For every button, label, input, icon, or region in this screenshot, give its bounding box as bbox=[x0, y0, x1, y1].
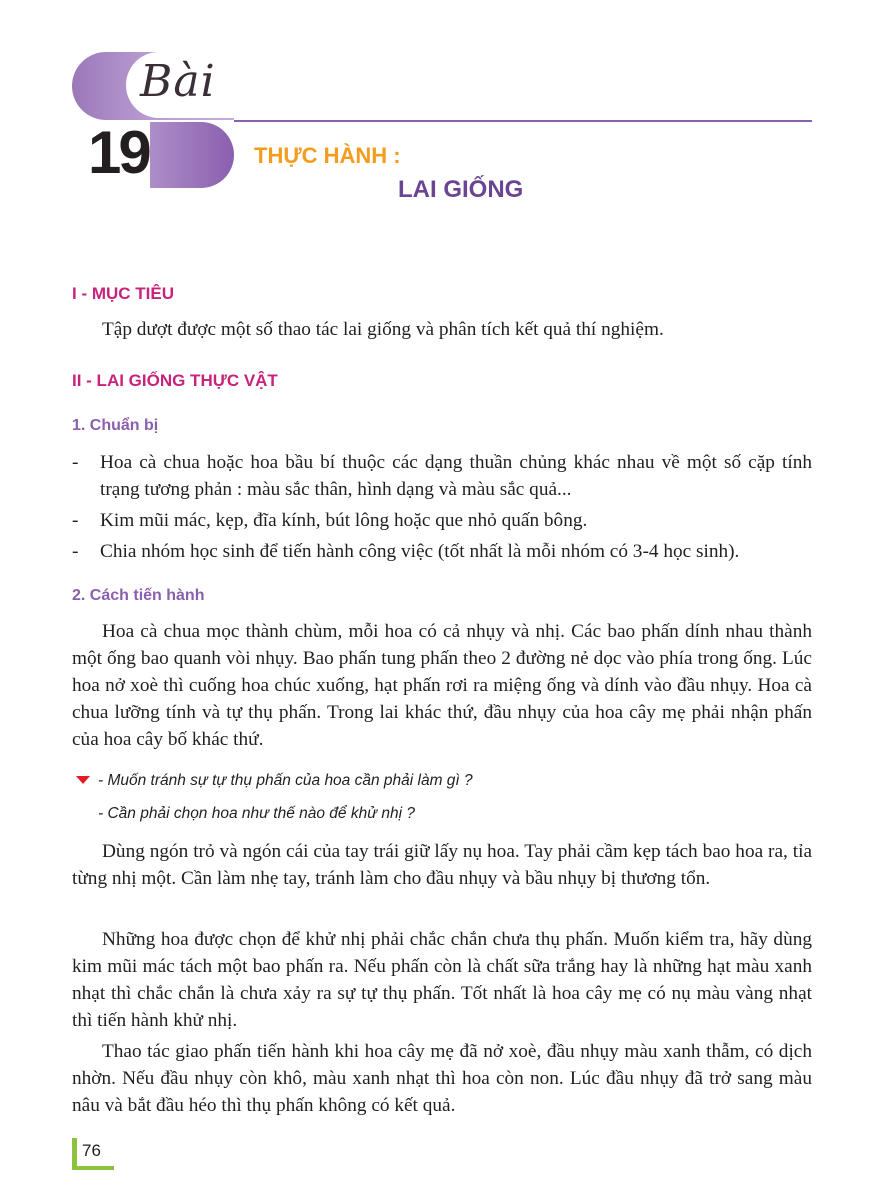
list-item bbox=[72, 538, 812, 565]
header-divider bbox=[234, 120, 812, 122]
lesson-banner-bottom bbox=[150, 122, 234, 188]
bullet-dash: - bbox=[72, 541, 79, 562]
lesson-title-line2: LAI GIỐNG bbox=[398, 176, 524, 203]
question-2: - Cần phải chọn hoa như thế nào để khử nhị ? bbox=[98, 805, 415, 822]
subheading-procedure: 2. Cách tiến hành bbox=[72, 587, 205, 604]
lesson-number: 19 bbox=[88, 119, 149, 186]
list-item bbox=[72, 507, 812, 534]
objectives-text: Tập dượt được một số thao tác lai giống và phân tích kết quả thí nghiệm. bbox=[102, 319, 664, 340]
bullet-dash: - bbox=[72, 452, 79, 473]
list-item-text: Kim mũi mác, kẹp, đĩa kính, bút lông hoặc que nhỏ quấn bông. bbox=[100, 510, 588, 531]
question-triangle-icon bbox=[76, 776, 90, 784]
subheading-preparation: 1. Chuẩn bị bbox=[72, 417, 159, 434]
page-number: 76 bbox=[82, 1141, 101, 1160]
list-item bbox=[72, 449, 812, 503]
procedure-paragraph-4: Thao tác giao phấn tiến hành khi hoa cây mẹ đã nở xoè, đầu nhụy màu xanh thẫm, có dịch nhờn. Nếu đầu nhụy còn khô, màu xanh nhạt thì hoa còn non. Lúc đầu nhụy đã trở sang màu nâu và bắt đầu héo thì thụ phấn không có kết quả. bbox=[72, 1041, 812, 1116]
procedure-paragraph-2: Dùng ngón trỏ và ngón cái của tay trái giữ lấy nụ hoa. Tay phải cầm kẹp tách bao hoa ra, tỉa từng nhị một. Cần làm nhẹ tay, tránh làm cho đầu nhụy và bầu nhụy bị thương tổn. bbox=[72, 841, 812, 889]
lesson-label: Bài bbox=[140, 56, 216, 107]
page-number-bracket-horizontal bbox=[72, 1166, 114, 1170]
question-1: - Muốn tránh sự tự thụ phấn của hoa cần phải làm gì ? bbox=[98, 772, 473, 789]
section-heading-objectives: I - MỤC TIÊU bbox=[72, 284, 174, 303]
bullet-dash: - bbox=[72, 510, 79, 531]
lesson-title-line1: THỰC HÀNH : bbox=[254, 143, 401, 168]
procedure-paragraph-1: Hoa cà chua mọc thành chùm, mỗi hoa có cả nhụy và nhị. Các bao phấn dính nhau thành một ống bao quanh vòi nhụy. Bao phấn tung phấn theo 2 đường nẻ dọc vào phía trong ống. Lúc hoa nở xoè thì cuống hoa chúc xuống, hạt phấn rơi ra miệng ống và dính vào đầu nhụy. Hoa cà chua lưỡng tính và tự thụ phấn. Trong lai khác thứ, đầu nhụy của hoa cây mẹ phải nhận phấn của hoa cây bố khác thứ. bbox=[72, 621, 812, 750]
procedure-paragraph-3: Những hoa được chọn để khử nhị phải chắc chắn chưa thụ phấn. Muốn kiểm tra, hãy dùng kim mũi mác tách một bao phấn ra. Nếu phấn còn là chất sữa trắng hay là những hạt màu xanh nhạt thì chắc chắn là chưa xảy ra sự tự thụ phấn. Tốt nhất là hoa cây mẹ có nụ màu vàng nhạt thì tiến hành khử nhị. bbox=[72, 929, 812, 1031]
list-item-text: Hoa cà chua hoặc hoa bầu bí thuộc các dạng thuần chủng khác nhau về một số cặp tính trạng tương phản : màu sắc thân, hình dạng và màu sắc quả... bbox=[100, 452, 812, 500]
section-heading-plant-crossing: II - LAI GIỐNG THỰC VẬT bbox=[72, 371, 278, 390]
list-item-text: Chia nhóm học sinh để tiến hành công việc (tốt nhất là mỗi nhóm có 3-4 học sinh). bbox=[100, 541, 740, 562]
